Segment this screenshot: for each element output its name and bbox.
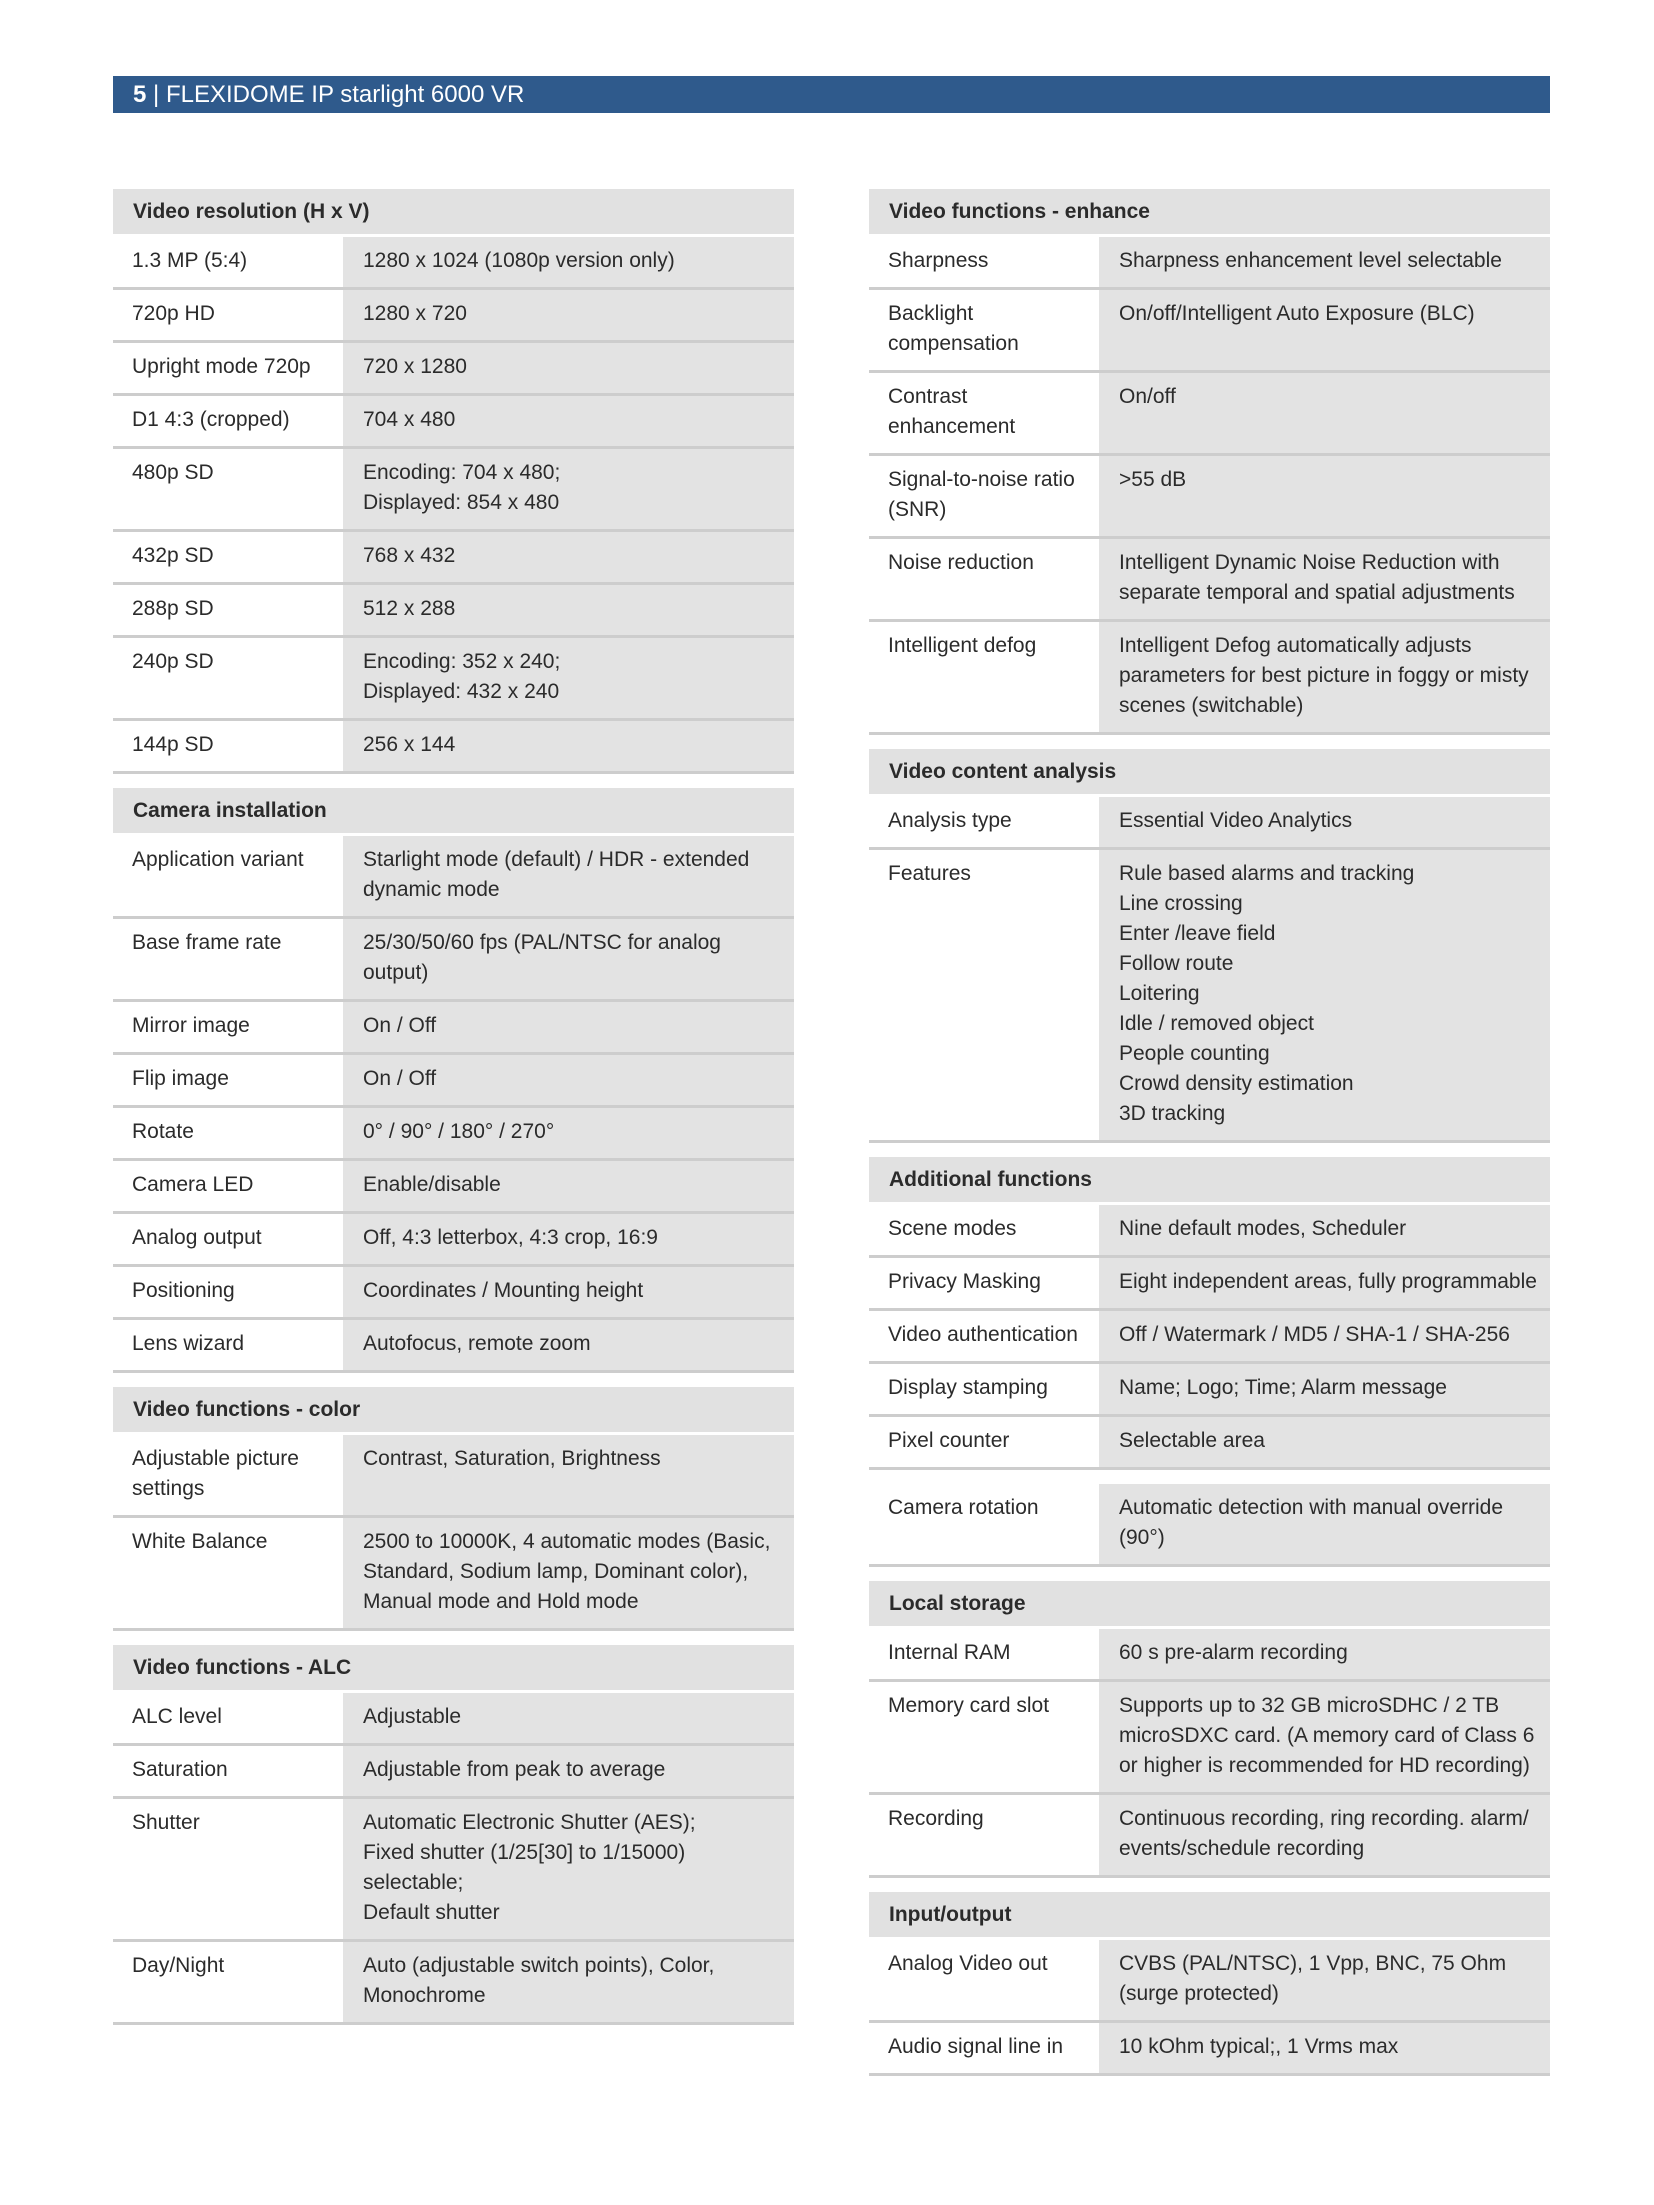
spec-label: Backlight compensation: [869, 290, 1099, 370]
spec-value: Auto (adjustable switch points), Color, Monochrome: [343, 1942, 794, 2022]
spec-row: [113, 1267, 794, 1320]
section-heading: Input/output: [869, 1892, 1550, 1940]
spec-value: Name; Logo; Time; Alarm message: [1099, 1364, 1550, 1414]
spec-label: Analog Video out: [869, 1940, 1099, 2020]
spec-label: Camera rotation: [869, 1484, 1099, 1564]
spec-label: 240p SD: [113, 638, 343, 718]
spec-value: Off / Watermark / MD5 / SHA-1 / SHA-256: [1099, 1311, 1550, 1361]
spec-value: On/off: [1099, 373, 1550, 453]
spec-row: [869, 1795, 1550, 1878]
spec-value: Autofocus, remote zoom: [343, 1320, 794, 1370]
spec-value: Sharpness enhancement level selectable: [1099, 237, 1550, 287]
spec-label: Rotate: [113, 1108, 343, 1158]
spec-label: Camera LED: [113, 1161, 343, 1211]
spec-row: [113, 1942, 794, 2025]
spec-row: [869, 1417, 1550, 1470]
spec-value: On / Off: [343, 1055, 794, 1105]
spec-value: Adjustable: [343, 1693, 794, 1743]
spec-value: Supports up to 32 GB microSDHC / 2 TB microSDXC card. (A memory card of Class 6 or higher is recommended for HD recording): [1099, 1682, 1550, 1792]
spec-row: [113, 532, 794, 585]
spec-value: 768 x 432: [343, 532, 794, 582]
spec-value: On/off/Intelligent Auto Exposure (BLC): [1099, 290, 1550, 370]
spec-value: Eight independent areas, fully programmable: [1099, 1258, 1550, 1308]
section-heading: Video functions - ALC: [113, 1645, 794, 1693]
spec-label: 288p SD: [113, 585, 343, 635]
right-spec-column: [869, 189, 1550, 2090]
spec-value: Intelligent Defog automatically adjusts parameters for best picture in foggy or misty scenes (switchable): [1099, 622, 1550, 732]
left-spec-column: [113, 189, 794, 2039]
spec-row: [869, 290, 1550, 373]
spec-label: Lens wizard: [113, 1320, 343, 1370]
spec-value: 2500 to 10000K, 4 automatic modes (Basic, Standard, Sodium lamp, Dominant color), Manual mode and Hold mode: [343, 1518, 794, 1628]
section-heading: Video functions - enhance: [869, 189, 1550, 237]
spec-row: [113, 1435, 794, 1518]
spec-label: Upright mode 720p: [113, 343, 343, 393]
spec-value: 60 s pre-alarm recording: [1099, 1629, 1550, 1679]
spec-value: Adjustable from peak to average: [343, 1746, 794, 1796]
spec-label: Flip image: [113, 1055, 343, 1105]
spec-row: [869, 1258, 1550, 1311]
spec-row: [869, 850, 1550, 1143]
spec-section: [869, 1484, 1550, 1567]
spec-row: [869, 1311, 1550, 1364]
spec-value: Contrast, Saturation, Brightness: [343, 1435, 794, 1515]
spec-value: 10 kOhm typical;, 1 Vrms max: [1099, 2023, 1550, 2073]
spec-label: Features: [869, 850, 1099, 1140]
spec-row: [113, 1214, 794, 1267]
spec-value: Automatic Electronic Shutter (AES); Fixed shutter (1/25[30] to 1/15000) selectable; Default shutter: [343, 1799, 794, 1939]
page-number: 5: [133, 81, 147, 108]
spec-label: Scene modes: [869, 1205, 1099, 1255]
spec-value: Enable/disable: [343, 1161, 794, 1211]
spec-row: [869, 1364, 1550, 1417]
section-heading: Additional functions: [869, 1157, 1550, 1205]
spec-value: 0° / 90° / 180° / 270°: [343, 1108, 794, 1158]
spec-label: Sharpness: [869, 237, 1099, 287]
spec-row: [113, 638, 794, 721]
spec-row: [869, 797, 1550, 850]
section-heading: Local storage: [869, 1581, 1550, 1629]
spec-row: [869, 1205, 1550, 1258]
page-header: [113, 76, 1550, 113]
spec-section-video-content-analysis: [869, 749, 1550, 1143]
spec-label: White Balance: [113, 1518, 343, 1628]
spec-label: Analog output: [113, 1214, 343, 1264]
spec-row: [869, 1484, 1550, 1567]
spec-row: [113, 1108, 794, 1161]
spec-section-input-output: [869, 1892, 1550, 2076]
document-title: FLEXIDOME IP starlight 6000 VR: [165, 81, 525, 108]
spec-value: Coordinates / Mounting height: [343, 1267, 794, 1317]
spec-row: [113, 1320, 794, 1373]
spec-row: [113, 1161, 794, 1214]
spec-label: Video authentication: [869, 1311, 1099, 1361]
spec-label: Base frame rate: [113, 919, 343, 999]
spec-label: Day/Night: [113, 1942, 343, 2022]
spec-section-video-resolution-h-x-v: [113, 189, 794, 774]
spec-row: [113, 343, 794, 396]
spec-label: Adjustable picture settings: [113, 1435, 343, 1515]
spec-label: 720p HD: [113, 290, 343, 340]
header-separator: |: [146, 81, 166, 108]
spec-value: >55 dB: [1099, 456, 1550, 536]
spec-label: Analysis type: [869, 797, 1099, 847]
spec-label: Saturation: [113, 1746, 343, 1796]
spec-row: [113, 836, 794, 919]
spec-value: On / Off: [343, 1002, 794, 1052]
spec-value: 720 x 1280: [343, 343, 794, 393]
spec-label: 432p SD: [113, 532, 343, 582]
spec-value: Starlight mode (default) / HDR - extended dynamic mode: [343, 836, 794, 916]
spec-label: Memory card slot: [869, 1682, 1099, 1792]
spec-row: [869, 1940, 1550, 2023]
spec-label: Signal-to-noise ratio (SNR): [869, 456, 1099, 536]
spec-value: CVBS (PAL/NTSC), 1 Vpp, BNC, 75 Ohm (surge protected): [1099, 1940, 1550, 2020]
spec-row: [869, 539, 1550, 622]
spec-label: Recording: [869, 1795, 1099, 1875]
spec-label: ALC level: [113, 1693, 343, 1743]
spec-section-local-storage: [869, 1581, 1550, 1878]
spec-row: [113, 1055, 794, 1108]
spec-section-video-functions-color: [113, 1387, 794, 1631]
spec-value: Rule based alarms and tracking Line crossing Enter /leave field Follow route Loitering Idle / removed object People counting Crowd density estimation 3D tracking: [1099, 850, 1550, 1140]
spec-section-additional-functions: [869, 1157, 1550, 1470]
spec-label: Mirror image: [113, 1002, 343, 1052]
spec-section-video-functions-alc: [113, 1645, 794, 2025]
spec-row: [113, 1799, 794, 1942]
section-heading: Video content analysis: [869, 749, 1550, 797]
spec-row: [113, 449, 794, 532]
spec-row: [113, 721, 794, 774]
spec-label: 480p SD: [113, 449, 343, 529]
spec-value: Continuous recording, ring recording. alarm/ events/schedule recording: [1099, 1795, 1550, 1875]
spec-row: [869, 237, 1550, 290]
spec-label: Internal RAM: [869, 1629, 1099, 1679]
spec-row: [113, 1693, 794, 1746]
spec-row: [113, 1746, 794, 1799]
section-heading: Camera installation: [113, 788, 794, 836]
spec-label: Contrast enhancement: [869, 373, 1099, 453]
spec-row: [113, 237, 794, 290]
spec-value: Intelligent Dynamic Noise Reduction with separate temporal and spatial adjustments: [1099, 539, 1550, 619]
spec-row: [113, 290, 794, 343]
spec-value: 25/30/50/60 fps (PAL/NTSC for analog output): [343, 919, 794, 999]
spec-label: Privacy Masking: [869, 1258, 1099, 1308]
spec-label: Display stamping: [869, 1364, 1099, 1414]
spec-row: [869, 2023, 1550, 2076]
spec-row: [113, 1002, 794, 1055]
spec-row: [869, 373, 1550, 456]
spec-label: Noise reduction: [869, 539, 1099, 619]
spec-section-video-functions-enhance: [869, 189, 1550, 735]
spec-label: 1.3 MP (5:4): [113, 237, 343, 287]
spec-label: Audio signal line in: [869, 2023, 1099, 2073]
section-heading: Video functions - color: [113, 1387, 794, 1435]
spec-label: Pixel counter: [869, 1417, 1099, 1467]
spec-value: Off, 4:3 letterbox, 4:3 crop, 16:9: [343, 1214, 794, 1264]
spec-label: D1 4:3 (cropped): [113, 396, 343, 446]
spec-value: 1280 x 1024 (1080p version only): [343, 237, 794, 287]
spec-row: [869, 1629, 1550, 1682]
spec-value: Selectable area: [1099, 1417, 1550, 1467]
spec-value: Encoding: 704 x 480; Displayed: 854 x 480: [343, 449, 794, 529]
spec-value: 1280 x 720: [343, 290, 794, 340]
spec-value: 512 x 288: [343, 585, 794, 635]
spec-row: [113, 1518, 794, 1631]
spec-value: Nine default modes, Scheduler: [1099, 1205, 1550, 1255]
spec-row: [113, 585, 794, 638]
section-heading: Video resolution (H x V): [113, 189, 794, 237]
spec-section-camera-installation: [113, 788, 794, 1373]
spec-row: [113, 396, 794, 449]
spec-label: Shutter: [113, 1799, 343, 1939]
spec-row: [869, 622, 1550, 735]
spec-label: Intelligent defog: [869, 622, 1099, 732]
spec-value: 256 x 144: [343, 721, 794, 771]
spec-label: 144p SD: [113, 721, 343, 771]
spec-value: Automatic detection with manual override (90°): [1099, 1484, 1550, 1564]
spec-row: [869, 456, 1550, 539]
spec-label: Application variant: [113, 836, 343, 916]
spec-value: Encoding: 352 x 240; Displayed: 432 x 240: [343, 638, 794, 718]
spec-row: [113, 919, 794, 1002]
spec-value: Essential Video Analytics: [1099, 797, 1550, 847]
spec-value: 704 x 480: [343, 396, 794, 446]
spec-label: Positioning: [113, 1267, 343, 1317]
spec-row: [869, 1682, 1550, 1795]
